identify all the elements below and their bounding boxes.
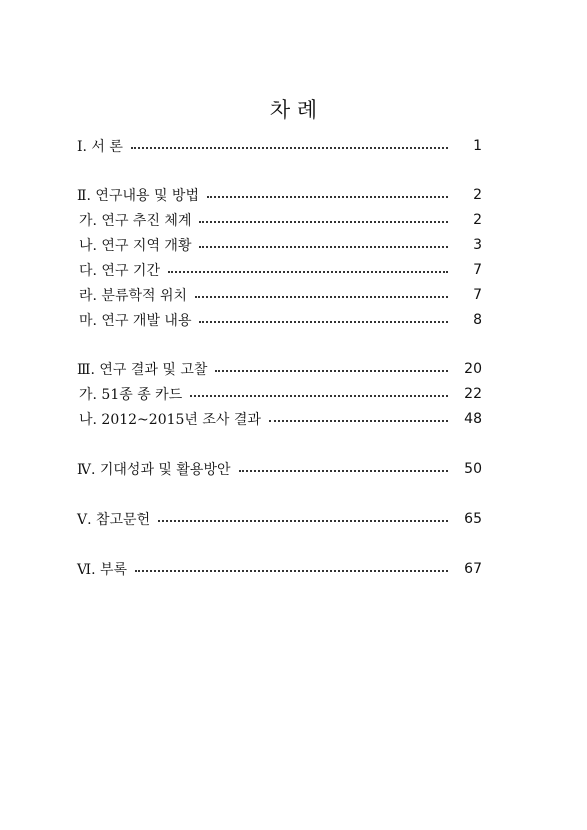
toc-entry-page-number: 7: [473, 262, 482, 278]
toc-entry-page-number: 48: [464, 411, 482, 427]
toc-entry-label: 나. 연구 지역 개황: [79, 238, 192, 254]
toc-entry-page-number: 2: [473, 187, 482, 203]
toc-entry-page-number: 1: [473, 138, 482, 154]
toc-entry-page-number: 20: [464, 361, 482, 377]
toc-entry-label: Ⅴ. 참고문헌: [77, 512, 151, 528]
leader-dots: [199, 210, 448, 230]
leader-dots: [215, 359, 448, 379]
toc-entry-label: Ⅲ. 연구 결과 및 고찰: [77, 362, 208, 378]
toc-entry-page-number: 50: [464, 461, 482, 477]
toc-entry-methods[interactable]: [77, 185, 482, 205]
toc-entry-page-number: 8: [473, 312, 482, 328]
leader-dots: [199, 235, 448, 255]
toc-entry-page-number: 65: [464, 511, 482, 527]
leader-dots: [135, 559, 448, 579]
leader-dots: [168, 260, 448, 280]
toc-entry-results-b[interactable]: [77, 409, 482, 429]
leader-dots: [199, 310, 448, 330]
leader-dots: [190, 384, 448, 404]
toc-entry-label: Ⅰ. 서 론: [77, 139, 123, 155]
toc-entry-introduction[interactable]: [77, 136, 482, 156]
leader-dots: [207, 185, 448, 205]
toc-entry-results-a[interactable]: [77, 384, 482, 404]
toc-entry-label: Ⅳ. 기대성과 및 활용방안: [77, 462, 231, 478]
page-title: 차 례: [269, 98, 318, 122]
leader-dots: [239, 459, 448, 479]
leader-dots: [195, 285, 448, 305]
toc-entry-methods-c[interactable]: [77, 260, 482, 280]
toc-entry-label: 마. 연구 개발 내용: [79, 313, 192, 329]
leader-dots: [131, 136, 448, 156]
toc-entry-label: 나. 2012~2015년 조사 결과: [79, 412, 261, 428]
toc-entry-label: 가. 51종 종 카드: [79, 387, 183, 403]
toc-entry-label: Ⅱ. 연구내용 및 방법: [77, 188, 199, 204]
toc-entry-methods-a[interactable]: [77, 210, 482, 230]
toc-entry-methods-d[interactable]: [77, 285, 482, 305]
leader-dots: [269, 409, 448, 429]
toc-entry-page-number: 2: [473, 212, 482, 228]
toc-entry-page-number: 22: [464, 386, 482, 402]
toc-entry-label: 다. 연구 기간: [79, 263, 160, 279]
toc-entry-results[interactable]: [77, 359, 482, 379]
toc-entry-page-number: 67: [464, 561, 482, 577]
toc-entry-page-number: 3: [473, 237, 482, 253]
toc-entry-appendix[interactable]: [77, 559, 482, 579]
leader-dots: [158, 509, 448, 529]
toc-entry-label: 라. 분류학적 위치: [79, 288, 188, 304]
toc-entry-page-number: 7: [473, 287, 482, 303]
toc-entry-references[interactable]: [77, 509, 482, 529]
toc-entry-methods-b[interactable]: [77, 235, 482, 255]
toc-entry-label: Ⅵ. 부록: [77, 562, 128, 578]
toc-entry-expected-outcomes[interactable]: [77, 459, 482, 479]
toc-entry-label: 가. 연구 추진 체계: [79, 213, 192, 229]
toc-entry-methods-e[interactable]: [77, 310, 482, 330]
